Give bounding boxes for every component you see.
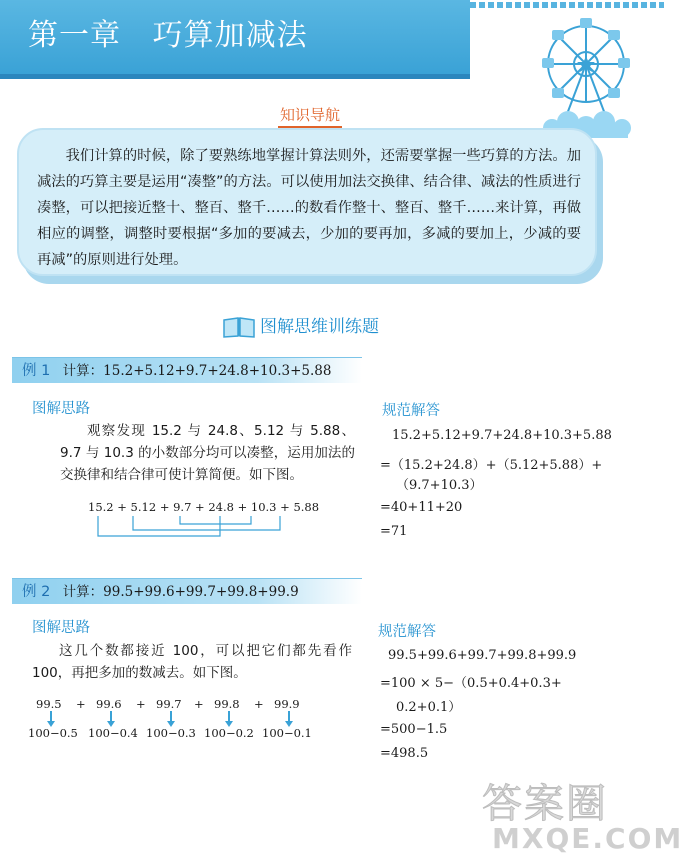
example2-thinking-head: 图解思路 xyxy=(32,620,90,636)
knowledge-title: 知识导航 xyxy=(278,104,342,128)
example2-bottom-number: 100−0.1 xyxy=(262,726,312,740)
example2-plus: + xyxy=(254,697,264,711)
example1-header xyxy=(12,357,362,383)
decorative-dash-border xyxy=(470,2,664,8)
example2-label: 例 2 xyxy=(22,584,51,600)
example1-thinking-text: 观察发现 15.2 与 24.8、5.12 与 5.88、9.7 与 10.3 的小数部分均可以凑整，运用加法的交换律和结合律可使计算简便。如下图。 xyxy=(60,423,355,483)
down-arrow-icon xyxy=(110,711,112,723)
example1-diagram-expr: 15.2 + 5.12 + 9.7 + 24.8 + 10.3 + 5.88 xyxy=(88,500,320,514)
example2-plus: + xyxy=(194,697,204,711)
example2-top-number: 99.7 xyxy=(156,697,182,711)
down-arrow-icon xyxy=(50,711,52,723)
ferris-wheel-icon xyxy=(530,12,650,140)
example2-bottom-number: 100−0.5 xyxy=(28,726,78,740)
example1-label: 例 1 xyxy=(22,363,51,379)
example1-solution-line: =71 xyxy=(380,524,408,539)
example2-solution-line: =498.5 xyxy=(380,746,429,761)
chapter-banner xyxy=(0,0,470,79)
example2-bottom-number: 100−0.3 xyxy=(146,726,196,740)
example2-top-number: 99.8 xyxy=(214,697,240,711)
chapter-number: 第一章 xyxy=(28,18,121,53)
knowledge-text: 我们计算的时候，除了要熟练地掌握计算法则外，还需要掌握一些巧算的方法。加减法的巧算主要是运用“凑整”的方法。可以使用加法交换律、结合律、减法的性质进行凑整，可以把接近整十、整百、整千……的数看作整十、整百、整千……来计算，再做相应的调整，调整时要根据“多加的要减去，少加的要再加，多减的要加上，少减的要再减”的原则进行处理。 xyxy=(37,148,581,268)
watermark xyxy=(478,772,683,864)
example2-prompt: 计算：99.5+99.6+99.7+99.8+99.9 xyxy=(62,584,299,600)
example1-bracket-lines xyxy=(88,500,308,540)
example2-header xyxy=(12,578,362,604)
down-arrow-icon xyxy=(170,711,172,723)
example1-solution-line: （9.7+10.3） xyxy=(396,478,483,493)
section-title xyxy=(222,312,379,336)
example2-thinking-text: 这几个数都接近 100，可以把它们都先看作 100，再把多加的数减去。如下图。 xyxy=(32,643,352,681)
down-arrow-icon xyxy=(228,711,230,723)
example1-diagram xyxy=(88,500,320,540)
watermark-url: MXQE.COM xyxy=(492,822,683,855)
example2-solution-line: =100 × 5−（0.5+0.4+0.3+ xyxy=(380,676,562,691)
watermark-brand: 答案圈 xyxy=(482,781,608,827)
example2-plus: + xyxy=(136,697,146,711)
example2-solution-line: 0.2+0.1） xyxy=(396,700,462,715)
example1-thinking-head: 图解思路 xyxy=(32,401,90,417)
example2-bottom-number: 100−0.4 xyxy=(88,726,138,740)
chapter-name: 巧算加减法 xyxy=(152,18,308,53)
knowledge-panel xyxy=(17,128,597,276)
down-arrow-icon xyxy=(288,711,290,723)
example2-plus: + xyxy=(76,697,86,711)
example2-solution-line: =500−1.5 xyxy=(380,722,448,737)
example2-top-number: 99.9 xyxy=(274,697,300,711)
example1-prompt: 计算：15.2+5.12+9.7+24.8+10.3+5.88 xyxy=(62,363,332,379)
section-title-text: 图解思维训练题 xyxy=(260,317,379,337)
book-icon xyxy=(222,316,256,338)
chapter-title xyxy=(28,10,308,54)
example2-bottom-number: 100−0.2 xyxy=(204,726,254,740)
example1-solution-head: 规范解答 xyxy=(382,403,440,419)
example2-top-number: 99.6 xyxy=(96,697,122,711)
example2-solution-head: 规范解答 xyxy=(378,624,436,640)
example1-solution-line: =（15.2+24.8）+（5.12+5.88）+ xyxy=(380,458,603,473)
example2-solution-line: 99.5+99.6+99.7+99.8+99.9 xyxy=(388,648,577,663)
example1-solution-line: =40+11+20 xyxy=(380,500,463,515)
example1-solution-line: 15.2+5.12+9.7+24.8+10.3+5.88 xyxy=(392,428,612,443)
example2-top-number: 99.5 xyxy=(36,697,62,711)
